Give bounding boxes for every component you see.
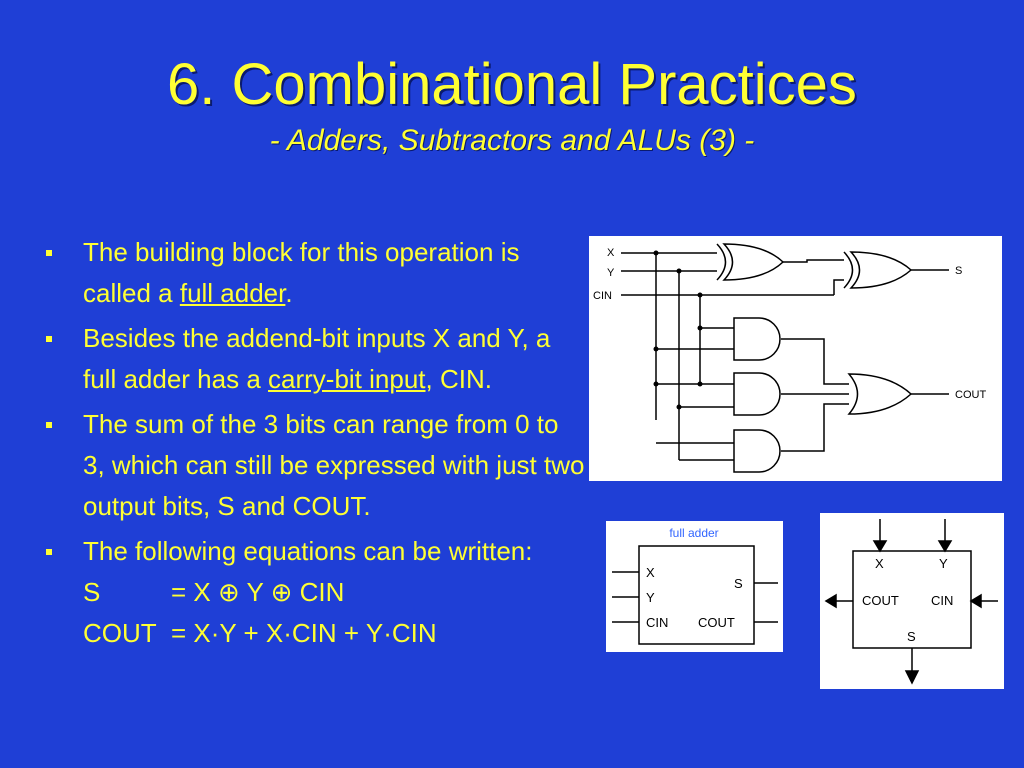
- circuit-input-label: Y: [607, 267, 615, 279]
- bullet-text: The building block for this operation is called a: [83, 237, 520, 308]
- circuit-output-label: S: [955, 265, 963, 277]
- bullet-item: [40, 318, 585, 400]
- bullet-text-end: , CIN.: [425, 364, 492, 394]
- block-output-label: S: [734, 576, 743, 591]
- full-adder-circuit-diagram: [589, 236, 1002, 481]
- circuit-output-label: COUT: [955, 389, 987, 401]
- full-adder-arrow-symbol: [820, 513, 1004, 689]
- square-bullet-icon: [46, 422, 52, 428]
- bullet-item: [40, 404, 585, 527]
- arrow-symbol-input-label: X: [875, 556, 884, 571]
- term-carry-bit-input: carry-bit input: [268, 364, 426, 394]
- full-adder-block-symbol: [606, 521, 783, 652]
- arrow-symbol-input-label: CIN: [931, 593, 954, 608]
- block-symbol-svg: [606, 521, 783, 652]
- term-full-adder: full adder: [179, 278, 286, 308]
- bullet-text: Besides the addend-bit inputs X and Y, a full adder has a: [83, 323, 551, 394]
- bullet-text: The following equations can be written:: [83, 536, 533, 566]
- circuit-input-label: CIN: [593, 290, 612, 302]
- circuit-input-label: X: [607, 247, 615, 259]
- circuit-svg: [589, 236, 1002, 481]
- arrow-symbol-input-label: Y: [939, 556, 948, 571]
- equation-rhs: = X·Y + X·CIN + Y·CIN: [171, 618, 437, 648]
- bullet-list: [40, 232, 585, 658]
- equation-sum: [83, 572, 585, 613]
- arrow-symbol-output-label: COUT: [862, 593, 899, 608]
- bullet-text-end: .: [285, 278, 293, 308]
- block-input-label: X: [646, 565, 655, 580]
- square-bullet-icon: [46, 250, 52, 256]
- block-output-label: COUT: [698, 615, 735, 630]
- bullet-item: [40, 531, 585, 654]
- arrow-symbol-svg: [820, 513, 1004, 689]
- equation-rhs: = X ⊕ Y ⊕ CIN: [171, 577, 345, 607]
- slide-subtitle: - Adders, Subtractors and ALUs (3) -: [269, 124, 755, 157]
- block-input-label: Y: [646, 590, 655, 605]
- block-title: full adder: [669, 526, 719, 540]
- square-bullet-icon: [46, 549, 52, 555]
- block-input-label: CIN: [646, 615, 669, 630]
- bullet-text: The sum of the 3 bits can range from 0 to 3, which can still be expressed with just two output bits, S and COUT.: [83, 409, 585, 521]
- square-bullet-icon: [46, 336, 52, 342]
- arrow-symbol-output-label: S: [907, 629, 916, 644]
- bullet-item: [40, 232, 585, 314]
- slide-title: 6. Combinational Practices: [167, 52, 857, 117]
- equation-lhs: S: [83, 577, 101, 607]
- equation-carry: [83, 613, 585, 654]
- equation-lhs: COUT: [83, 618, 157, 648]
